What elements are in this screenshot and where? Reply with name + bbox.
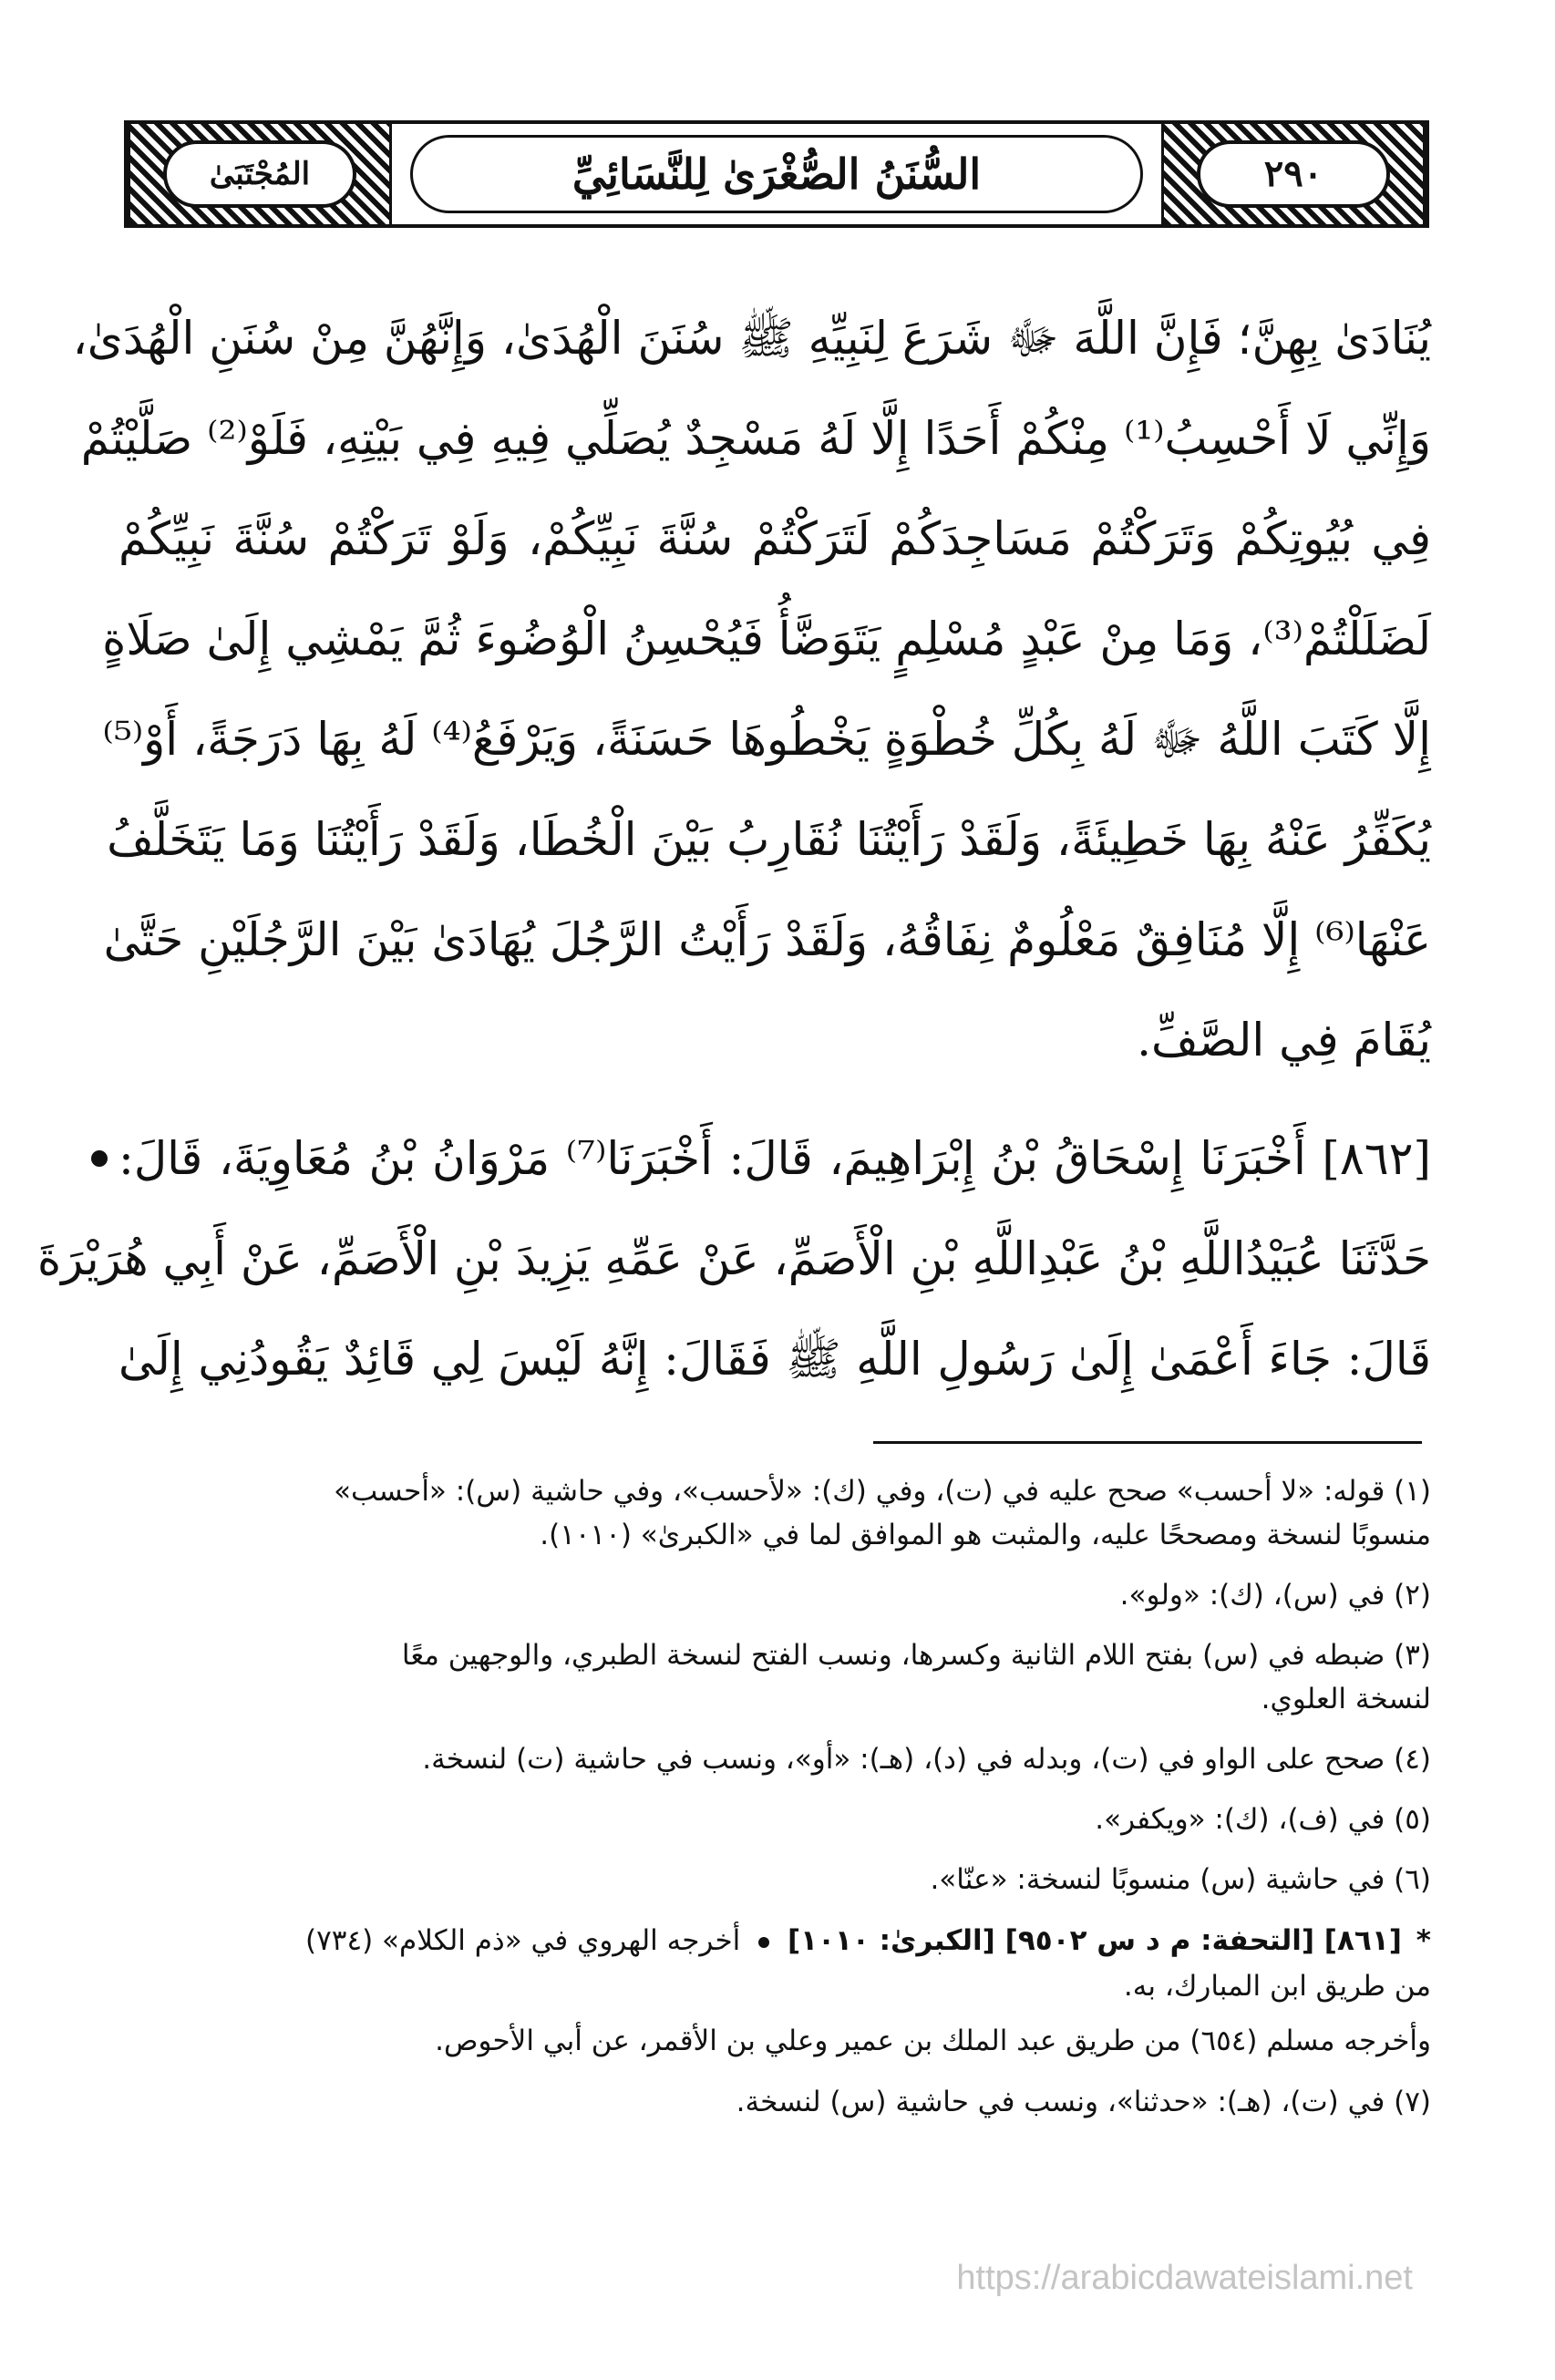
watermark-url: https://arabicdawateislami.net — [956, 2259, 1413, 2297]
header-title-panel — [392, 124, 1161, 224]
footnotes — [128, 1469, 1431, 2140]
text-line: وَإِنِّي لَا أَحْسِبُ⁽¹⁾ مِنْكُمْ أَحَدًا إِلَّا لَهُ مَسْجِدٌ يُصَلِّي فِيهِ فِي بَيْتِهِ، فَلَوْ⁽²⁾ صَلَّيْتُمْ — [80, 412, 1431, 465]
footnote-4: (٤) صحح على الواو في (ت)، وبدله في (د)، (هـ): «أو»، ونسب في حاشية (ت) لنسخة. — [422, 1743, 1431, 1776]
takhrij-line: وأخرجه مسلم (٦٥٤) من طريق عبد الملك بن عمير وعلي بن الأقمر، عن أبي الأحوص. — [435, 2025, 1431, 2057]
footnote-3: (٣) ضبطه في (س) بفتح اللام الثانية وكسرها، ونسب الفتح لنسخة الطبري، والوجهين معًا لنسخة العلوي. — [401, 1639, 1431, 1715]
text-line: إِلَّا كَتَبَ اللَّهُ ﷻ لَهُ بِكُلِّ خُطْوَةٍ يَخْطُوهَا حَسَنَةً، وَيَرْفَعُ⁽⁴⁾ لَهُ بِهَا دَرَجَةً، أَوْ⁽⁵⁾ — [102, 713, 1431, 766]
footnote-2: (٢) في (س)، (ك): «ولو». — [1119, 1579, 1431, 1612]
hadith-862 — [36, 1108, 1431, 1409]
text-line: لَضَلَلْتُمْ⁽³⁾، وَمَا مِنْ عَبْدٍ مُسْلِمٍ يَتَوَضَّأُ فَيُحْسِنُ الْوُضُوءَ ثُمَّ يَمْشِي إِلَىٰ صَلَاةٍ — [102, 613, 1431, 665]
footnote-6: (٦) في حاشية (س) منسوبًا لنسخة: «عنّا». — [930, 1863, 1431, 1896]
footnote-1: (١) قوله: «لا أحسب» صحح عليه في (ت)، وفي (ك): «لأحسب»، وفي حاشية (س): «أحسب» منسوبًا لنسخة ومصححًا عليه، والمثبت هو الموافق لما في «الكبرىٰ» (١٠١٠). — [334, 1475, 1431, 1551]
page-number: ٢٩٠ — [1197, 140, 1390, 208]
star-icon: * — [1416, 1924, 1431, 1957]
text-line: [٨٦٢] أَخْبَرَنَا إِسْحَاقُ بْنُ إِبْرَاهِيمَ، قَالَ: أَخْبَرَنَا⁽⁷⁾ مَرْوَانُ بْنُ مُعَاوِيَةَ، قَالَ: — [118, 1132, 1431, 1185]
footnote-5: (٥) في (ف)، (ك): «ويكفر». — [1095, 1803, 1431, 1836]
footnote-7: (٧) في (ت)، (هـ): «حدثنا»، ونسب في حاشية (س) لنسخة. — [736, 2086, 1431, 2118]
takhrij-861 — [128, 1918, 1431, 2064]
bullet-icon — [91, 1150, 108, 1167]
text-line: فِي بُيُوتِكُمْ وَتَرَكْتُمْ مَسَاجِدَكُمْ لَتَرَكْتُمْ سُنَّةَ نَبِيِّكُمْ، وَلَوْ تَرَكْتُمْ سُنَّةَ نَبِيِّكُمْ — [118, 512, 1431, 565]
page-header — [124, 120, 1429, 228]
page-number-ornament — [1161, 124, 1426, 224]
footnote-separator — [873, 1441, 1422, 1444]
text-line: يُكَفِّرُ عَنْهُ بِهَا خَطِيئَةً، وَلَقَدْ رَأَيْتُنَا نُقَارِبُ بَيْنَ الْخُطَا، وَلَقَدْ رَأَيْتُنَا وَمَا يَتَخَلَّفُ — [107, 813, 1431, 866]
takhrij-refs: [٨٦١] [التحفة: م د س ٩٥٠٢] [الكبرىٰ: ١٠١٠] — [787, 1924, 1402, 1957]
takhrij-line: من طريق ابن المبارك، به. — [1123, 1970, 1431, 2003]
takhrij-text: أخرجه الهروي في «ذم الكلام» (٧٣٤) — [305, 1924, 741, 1957]
text-line: قَالَ: جَاءَ أَعْمَىٰ إِلَىٰ رَسُولِ اللَّهِ ﷺ فَقَالَ: إِنَّهُ لَيْسَ لِي قَائِدٌ يَقُودُنِي إِلَىٰ — [118, 1333, 1431, 1386]
book-label-ornament — [128, 124, 392, 224]
text-line: عَنْهَا⁽⁶⁾ إِلَّا مُنَافِقٌ مَعْلُومٌ نِفَاقُهُ، وَلَقَدْ رَأَيْتُ الرَّجُلَ يُهَادَىٰ بَيْنَ الرَّجُلَيْنِ حَتَّىٰ — [103, 913, 1431, 966]
book-title: السُّنَنُ الصُّغْرَىٰ لِلنَّسَائِيِّ — [572, 149, 982, 199]
text-line: يُقَامَ فِي الصَّفِّ. — [1137, 1014, 1431, 1066]
text-line: حَدَّثَنَا عُبَيْدُاللَّهِ بْنُ عَبْدِاللَّهِ بْنِ الْأَصَمِّ، عَنْ عَمِّهِ يَزِيدَ بْنِ الْأَصَمِّ، عَنْ أَبِي هُرَيْرَةَ — [36, 1232, 1431, 1285]
book-label: المُجْتَبَىٰ — [163, 140, 356, 208]
bullet-icon — [758, 1937, 769, 1948]
main-text — [36, 288, 1431, 1409]
text-line: يُنَادَىٰ بِهِنَّ؛ فَإِنَّ اللَّهَ ﷻ شَرَعَ لِنَبِيِّهِ ﷺ سُنَنَ الْهُدَىٰ، وَإِنَّهُنَّ مِنْ سُنَنِ الْهُدَىٰ، — [72, 312, 1431, 365]
